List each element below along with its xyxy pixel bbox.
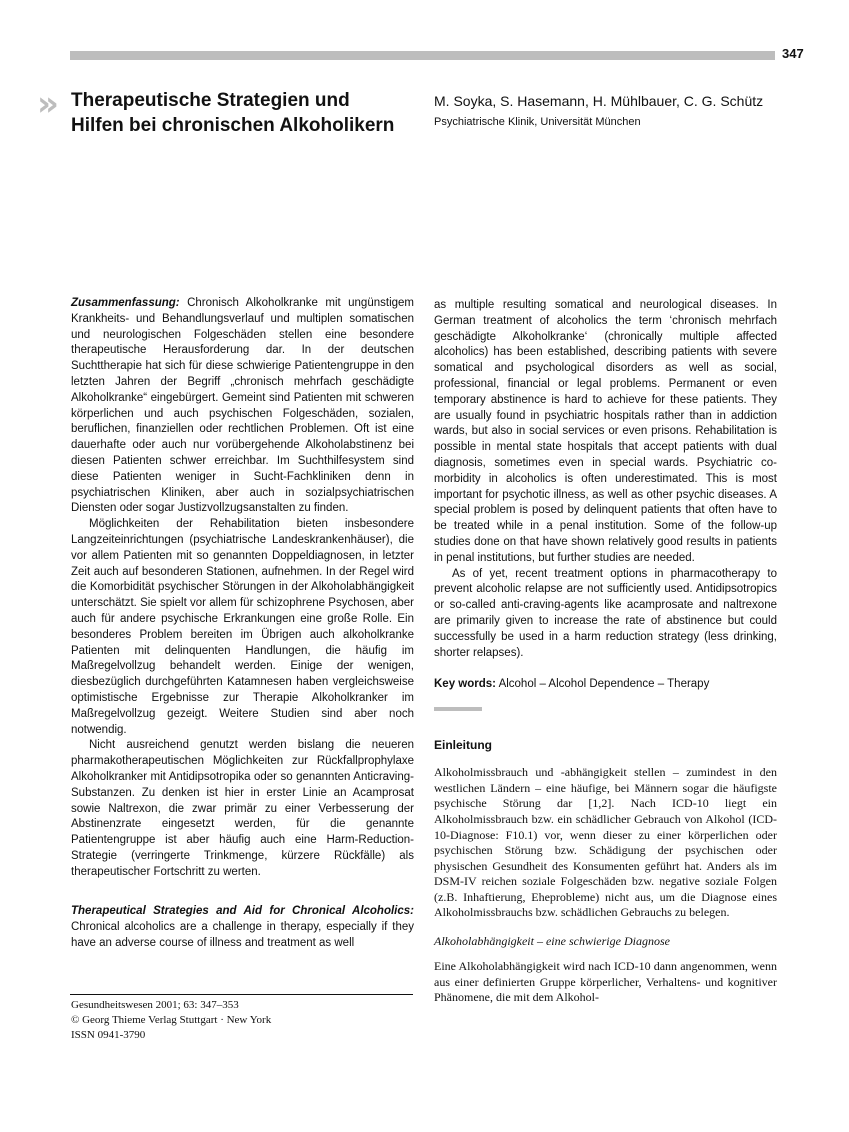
right-column: [434, 298, 777, 1006]
chevron-icon: »: [37, 84, 55, 124]
section-divider: [434, 707, 482, 711]
abstract-en-paragraph-2: As of yet, recent treatment options in pharmacotherapy to prevent alcoholic relapse are not sufficiently used. Antidipsotropics or so-called anti-craving-agents like acamprosate and naltrexone are primarily given to increase the rate of abstinence but could successfully be used in a harm reduction strategy (less drinking, shorter relapses).: [434, 567, 777, 659]
abstract-de-label: Zusammenfassung:: [71, 297, 180, 309]
article-title: [71, 88, 431, 138]
affiliation: Psychiatrische Klinik, Universität München: [434, 116, 641, 128]
spacer: [71, 880, 414, 904]
introduction-paragraph-2: Eine Alkoholabhängigkeit wird nach ICD-10 dann angenommen, wenn aus einer definierten Gruppe körperlicher, Verhaltens- und kognitiver Phänomene, die mit dem Alkohol-: [434, 959, 777, 1005]
keywords: [434, 677, 777, 693]
abstract-en-paragraph-1-start: [71, 904, 414, 951]
abstract-de-paragraph-3: Nicht ausreichend genutzt werden bislang die neueren pharmakotherapeutischen Möglichkeiten zur Rückfallprophylaxe Alkoholkranker mit Antidipsotropika oder so genannten Anticraving-Substanzen. Zu denken ist hier in erster Linie an Acamprosat sowie Naltrexon, die zwar primär zu einer Verbesserung der Abstinenzrate eingesetzt werden, für die genannte Patientengruppe ist aber häufig auch eine Harm-Reduction-Strategie (verringerte Trinkmenge, kürzere Rückfälle) als therapeutischer Fortschritt zu werten.: [71, 739, 414, 878]
keywords-label: Key words:: [434, 678, 496, 691]
abstract-de-text-1: Chronisch Alkoholkranke mit ungünstigem Krankheits- und Behandlungsverlauf und multiplen somatischen und neurologischen Folgeschäden stellen eine besondere therapeutische Herausforderung dar. In der deutschen Suchttherapie hat sich für diese schwierige Patientengruppe in den letzten Jahren der Begriff „chronisch mehrfach geschädigte Alkoholkranke“ eingebürgert. Gemeint sind Patienten mit schweren körperlichen und auch psychischen Folgeschäden, sozialen, beruflichen, finanziellen oder rechtlichen Problemen. Oft ist eine dauerhafte oder auch nur vorübergehende Alkoholabstinenz bei diesen Patienten schwer erreichbar. Im Suchthilfesystem sind diese Patienten weniger in Sucht-Fachkliniken denn in psychiatrischen Kliniken, aber auch in sozialpsychiatrischen Diensten oder sogar Justizvollzugsanstalten zu finden.: [71, 297, 414, 515]
title-line-2: Hilfen bei chronischen Alkoholikern: [71, 115, 395, 136]
subheading-diagnose: Alkoholabhängigkeit – eine schwierige Diagnose: [434, 934, 670, 949]
abstract-en-label: Therapeutical Strategies and Aid for Chronical Alcoholics:: [71, 905, 414, 918]
abstract-en-text-1: Chronical alcoholics are a challenge in therapy, especially if they have an adverse course of illness and treatment as well: [71, 921, 414, 950]
left-column: [71, 296, 414, 952]
footer-rule: [70, 994, 413, 995]
keywords-value: Alcohol – Alcohol Dependence – Therapy: [498, 678, 710, 691]
section-heading-einleitung: Einleitung: [434, 738, 492, 753]
abstract-de-paragraph-2: Möglichkeiten der Rehabilitation bieten insbesondere Langzeiteinrichtungen (psychiatrische Landeskrankenhäuser), die vor allem Patienten mit so genannten Doppeldiagnosen, in letzter Zeit auch auf besonderen Stationen, aufnehmen. In der Regel wird die Komorbidität psychischer Störungen in der Alkoholabhängigkeit unterschätzt. Sie spielt vor allem für schizophrene Psychosen, aber auch für andere psychische Erkrankungen eine große Rolle. Ein besonderes Problem bereiten im Übrigen auch alkoholkranke Patienten mit delinquenten Handlungen, die häufig im Maßregelvollzug behandelt werden. Einige der wenigen, diesbezüglich durchgeführten Katamnesen haben vergleichsweise optimistische Ergebnisse zur Therapie Alkoholkranker im Maßregelvollzug gezeigt. Weitere Studien sind aber noch notwendig.: [71, 518, 414, 736]
footer-citation: Gesundheitswesen 2001; 63: 347–353: [71, 999, 239, 1011]
page-number: 347: [782, 46, 804, 61]
footer-issn: ISSN 0941-3790: [71, 1029, 146, 1041]
title-line-1: Therapeutische Strategien und: [71, 90, 350, 111]
footer: [71, 998, 414, 1043]
authors: M. Soyka, S. Hasemann, H. Mühlbauer, C. G. Schütz: [434, 93, 764, 109]
abstract-de-paragraph-1: [71, 296, 414, 517]
header-rule: [70, 51, 775, 60]
introduction-paragraph-1: Alkoholmissbrauch und -abhängigkeit stellen – zumindest in den westlichen Ländern – eine häufige, bei Männern sogar die häufigste psychische Störung dar [1,2]. Nach ICD-10 liegt ein Alkoholmissbrauch bzw. ein schädlicher Gebrauch von Alkohol (ICD-10-Diagnose: F10.1) vor, wenn dieser zu einer körperlichen oder psychischen Störung bzw. Schädigung der psychischen oder physischen Gesundheit des Konsumenten geführt hat. Anders als im DSM-IV reichen soziale Folgeschäden bzw. negative soziale Folgen (z.B. Inhaftierung, Eheprobleme) nicht aus, um die Diagnose eines Alkoholmissbrauchs bzw. schädlichen Gebrauchs zu belegen.: [434, 765, 777, 920]
footer-publisher: © Georg Thieme Verlag Stuttgart · New York: [71, 1014, 272, 1026]
abstract-en-paragraph-1-cont: as multiple resulting somatical and neurological diseases. In German treatment of alcoholics the term ‘chronisch mehrfach geschädigte Alkoholkranke‘ (chronically multiple affected alcoholics) has been established, describing patients with severe somatical and psychological disorders as well as social, professional, financial or legal problems. Permanent or even temporary abstinence is hard to achieve for these patients. They are usually found in psychiatric hospitals rather than in addiction wards, but also in social services or even prisons. Rehabilitation is possible in mental state hospitals that accept patients with dual diagnosis, sometimes even in special wards. Psychiatric co-morbidity in alcoholics is often underestimated. This is most important for psychotic illness, as well as other psychic diseases. A special problem is posed by delinquent patients that often have to be treated while in a penal institution. Some of the follow-up studies done on that have shown relatively good results in patients in penal institutions, but further studies are needed.: [434, 299, 777, 564]
